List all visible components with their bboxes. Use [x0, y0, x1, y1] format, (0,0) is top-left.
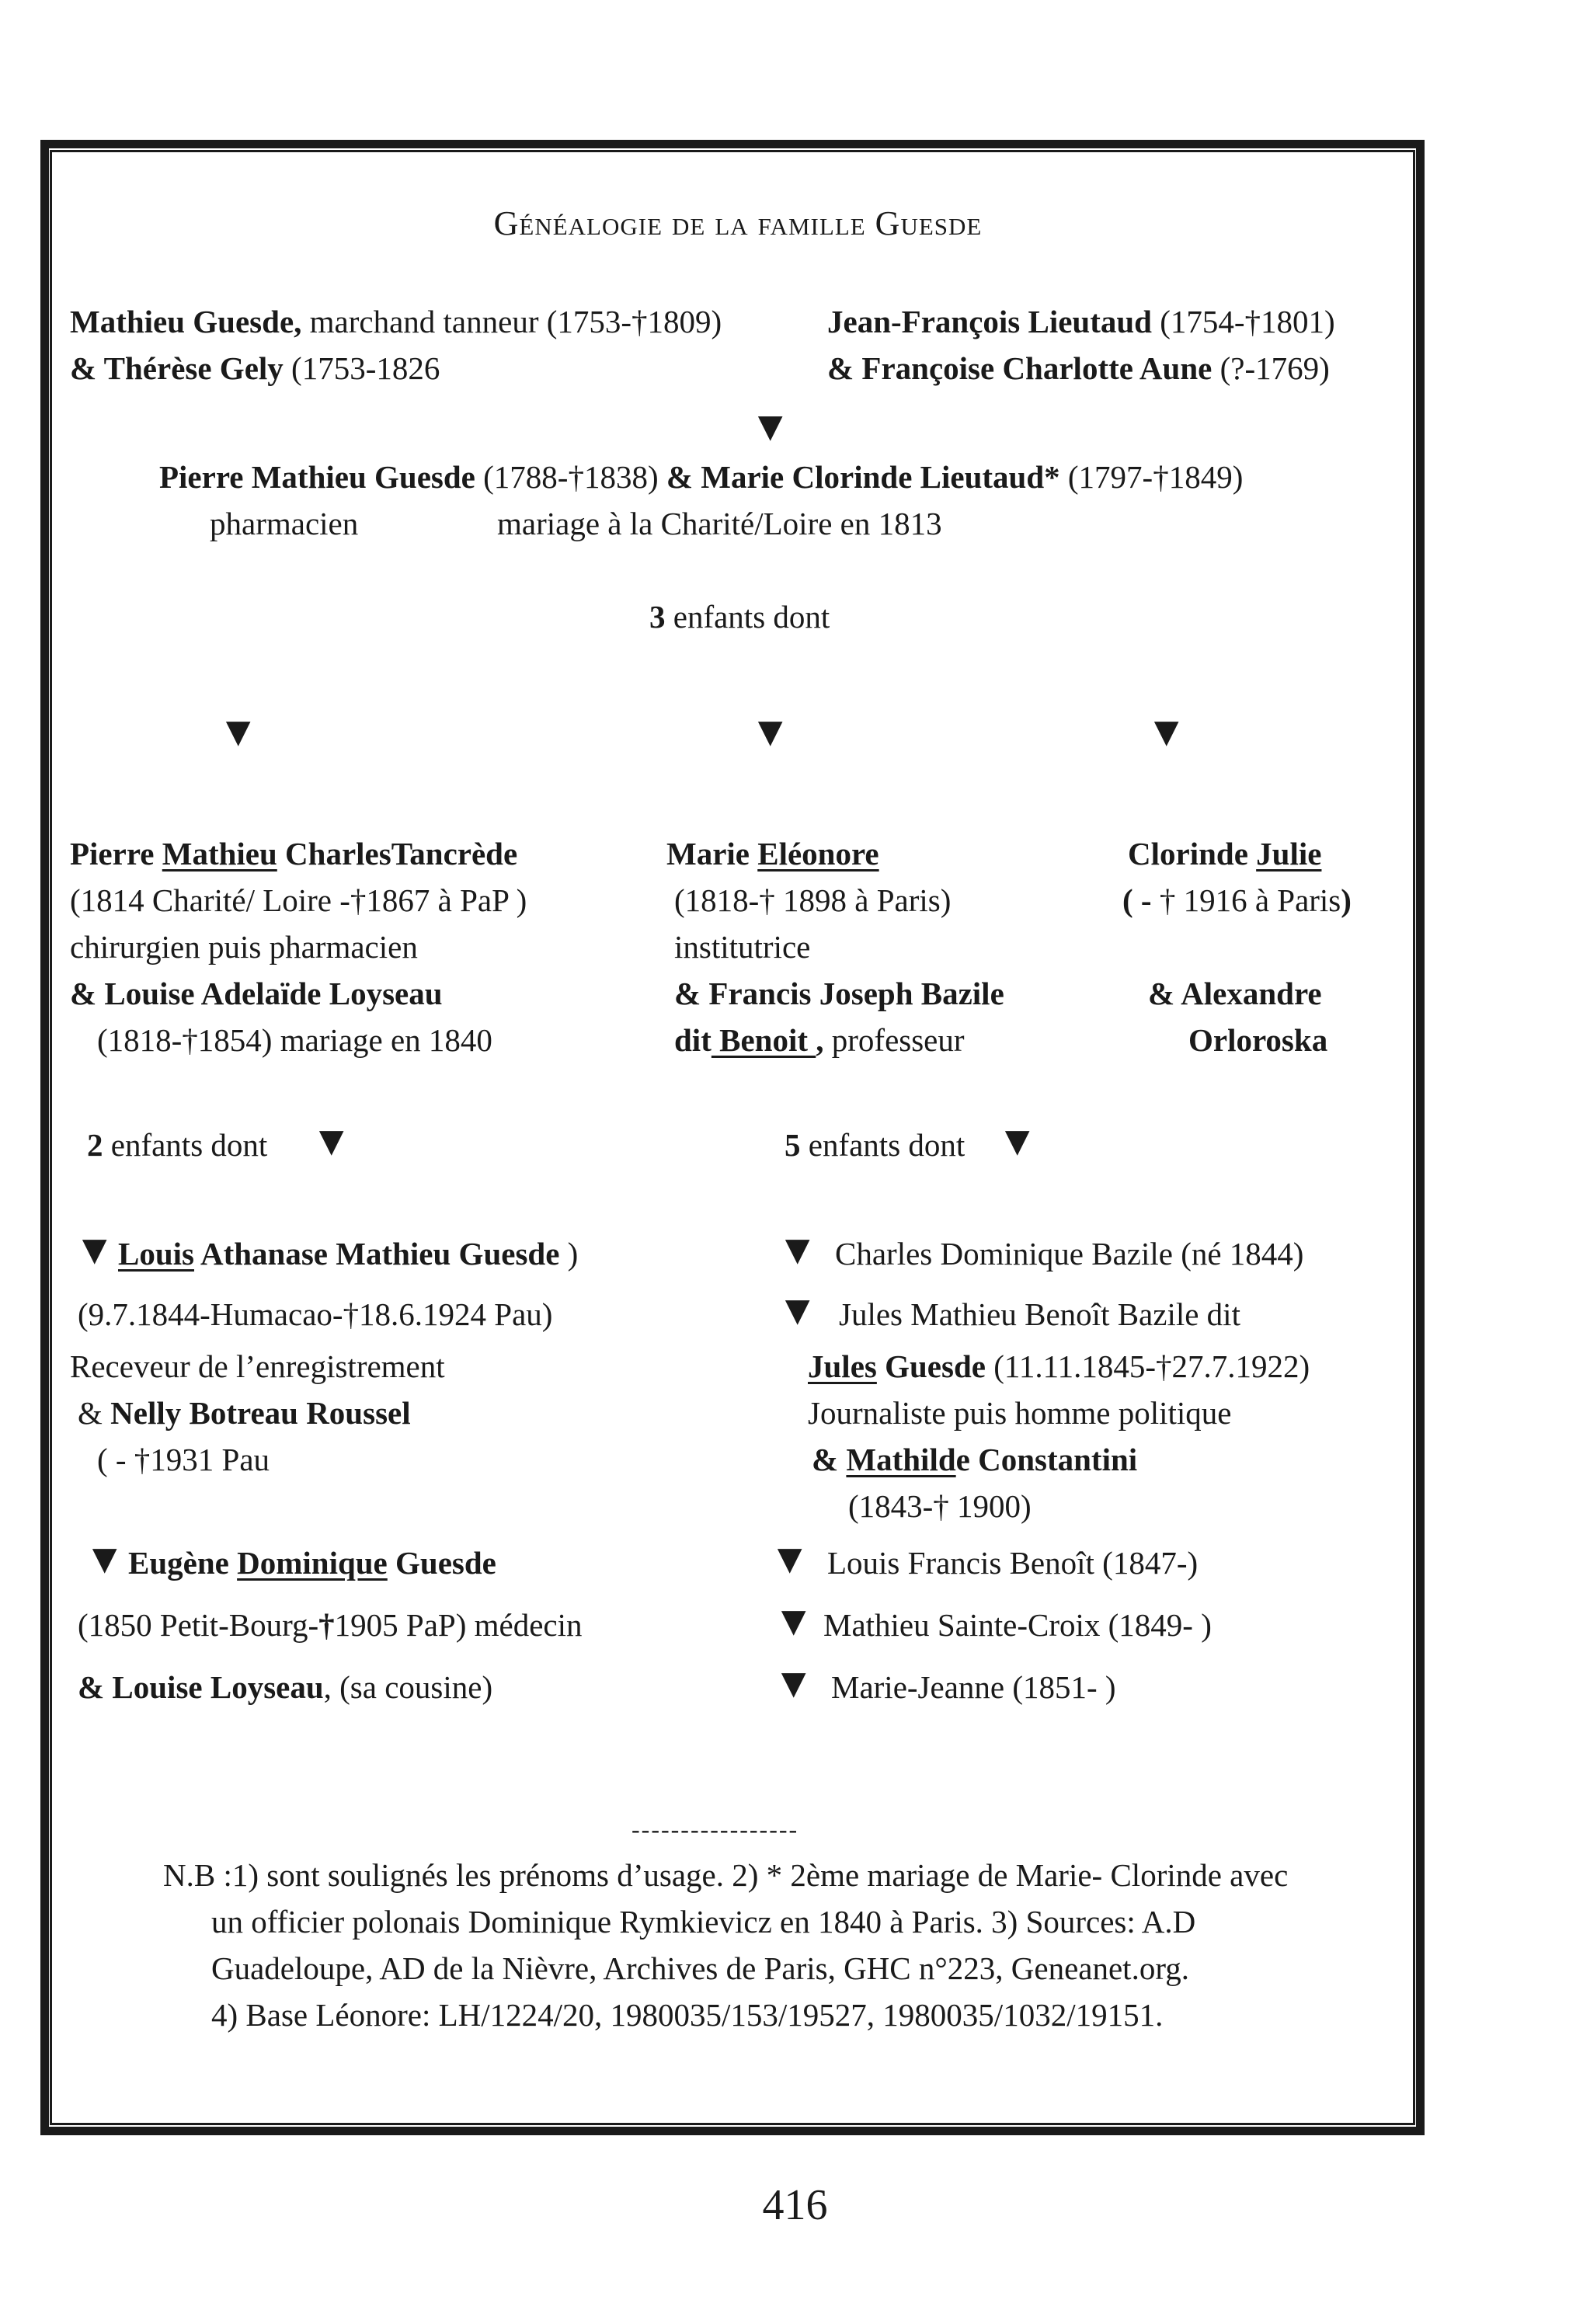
down-arrow-icon: ▼	[773, 1660, 815, 1706]
gen3-col2-profession: institutrice	[674, 929, 811, 965]
gen1-left-line1: Mathieu Guesde, marchand tanneur (1753-†1809)	[70, 304, 722, 339]
down-arrow-icon: ▼	[311, 1118, 353, 1164]
down-arrow-icon: ▼	[773, 1598, 815, 1644]
note-line-2: un officier polonais Dominique Rymkievicz en 1840 à Paris. 3) Sources: A.D	[211, 1904, 1196, 1940]
gen3-col3-spouse2: Orloroska	[1188, 1022, 1328, 1058]
gen2-marriage: mariage à la Charité/Loire en 1813	[497, 506, 942, 541]
note-line-3: Guadeloupe, AD de la Nièvre, Archives de Paris, GHC n°223, Geneanet.org.	[211, 1950, 1189, 1986]
gen3-col3-dates: ( - † 1916 à Paris)	[1122, 882, 1352, 918]
down-arrow-icon: ▼	[74, 1226, 116, 1273]
gen4-left-child1-spouse-dates: ( - †1931 Pau	[97, 1442, 270, 1477]
gen4-right-child1: Charles Dominique Bazile (né 1844)	[835, 1236, 1304, 1272]
gen3-col2-name: Marie Eléonore	[666, 836, 879, 872]
gen1-left-line2: & Thérèse Gely (1753-1826	[70, 350, 440, 386]
gen4-left-child2-name: Eugène Dominique Guesde	[128, 1545, 496, 1581]
gen4-right-child2-spouse: & Mathilde Constantini	[812, 1442, 1138, 1477]
gen4-right-child2-spouse-dates: (1843-† 1900)	[848, 1488, 1032, 1524]
gen4-left-child2-spouse: & Louise Loyseau, (sa cousine)	[78, 1669, 493, 1705]
gen3-col1-profession: chirurgien puis pharmacien	[70, 929, 418, 965]
gen3-col2-dates: (1818-† 1898 à Paris)	[674, 882, 952, 918]
gen1-right-line2: & Françoise Charlotte Aune (?-1769)	[827, 350, 1330, 386]
gen2-couple: Pierre Mathieu Guesde (1788-†1838) & Marie Clorinde Lieutaud* (1797-†1849)	[159, 459, 1244, 495]
gen3-col1-dates: (1814 Charité/ Loire -†1867 à PaP )	[70, 882, 527, 918]
gen4-left-child1-spouse: & Nelly Botreau Roussel	[78, 1395, 411, 1431]
gen4-right-count: 5 enfants dont	[785, 1127, 965, 1163]
gen4-right-child2-profession: Journaliste puis homme politique	[808, 1395, 1232, 1431]
down-arrow-icon: ▼	[997, 1118, 1039, 1164]
down-arrow-icon: ▼	[217, 708, 259, 755]
page-title: Généalogie de la famille Guesde	[493, 204, 983, 242]
down-arrow-icon: ▼	[769, 1536, 811, 1582]
gen3-col3-spouse1: & Alexandre	[1148, 976, 1322, 1011]
note-line-1: N.B :1) sont soulignés les prénoms d’usage. 2) * 2ème mariage de Marie- Clorinde avec	[163, 1857, 1289, 1893]
separator: -----------------	[631, 1815, 799, 1843]
gen4-left-child1-name: Louis Athanase Mathieu Guesde )	[118, 1236, 579, 1272]
gen4-right-child5: Marie-Jeanne (1851- )	[831, 1669, 1116, 1705]
down-arrow-icon: ▼	[84, 1536, 126, 1582]
gen4-left-child2-dates: (1850 Petit-Bourg-†1905 PaP) médecin	[78, 1607, 583, 1643]
gen3-col1-spouse: & Louise Adelaïde Loyseau	[70, 976, 443, 1011]
gen3-col3-name: Clorinde Julie	[1128, 836, 1322, 872]
gen3-col2-spouse: & Francis Joseph Bazile	[674, 976, 1004, 1011]
gen4-right-child3: Louis Francis Benoît (1847-)	[827, 1545, 1199, 1581]
gen2-profession: pharmacien	[210, 506, 359, 541]
gen3-col1-name: Pierre Mathieu CharlesTancrède	[70, 836, 518, 872]
gen2-children: 3 enfants dont	[649, 599, 830, 635]
gen4-right-child2: Jules Mathieu Benoît Bazile dit	[839, 1296, 1240, 1332]
page-number: 416	[762, 2181, 828, 2229]
down-arrow-icon: ▼	[777, 1287, 819, 1334]
gen3-col1-spouse-dates: (1818-†1854) mariage en 1840	[97, 1022, 492, 1058]
gen4-left-child1-profession: Receveur de l’enregistrement	[70, 1348, 445, 1384]
down-arrow-icon: ▼	[750, 403, 792, 450]
note-line-4: 4) Base Léonore: LH/1224/20, 1980035/153/19527, 1980035/1032/19151.	[211, 1997, 1164, 2033]
down-arrow-icon: ▼	[777, 1226, 819, 1273]
gen4-right-child2-name: Jules Guesde (11.11.1845-†27.7.1922)	[808, 1348, 1310, 1384]
down-arrow-icon: ▼	[750, 708, 792, 755]
gen4-left-child1-dates: (9.7.1844-Humacao-†18.6.1924 Pau)	[78, 1296, 553, 1332]
down-arrow-icon: ▼	[1146, 708, 1188, 755]
gen4-right-child4: Mathieu Sainte-Croix (1849- )	[823, 1607, 1212, 1643]
gen1-right-line1: Jean-François Lieutaud (1754-†1801)	[827, 304, 1335, 339]
gen4-left-count: 2 enfants dont	[87, 1127, 268, 1163]
gen3-col2-dit: dit Benoit , professeur	[674, 1022, 965, 1058]
